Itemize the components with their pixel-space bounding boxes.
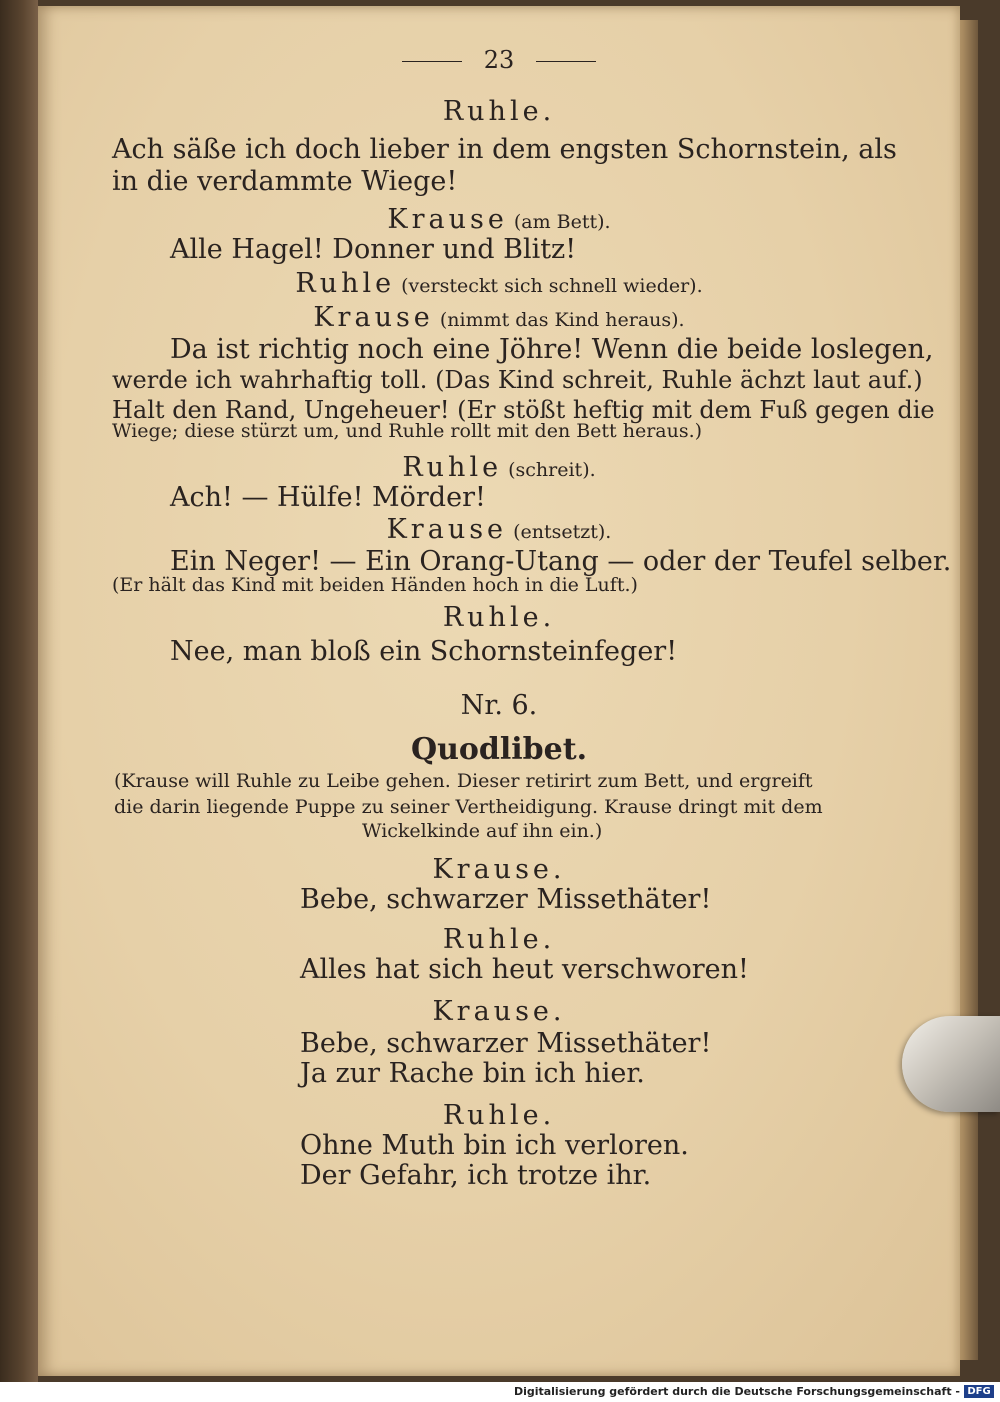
speaker-line (38, 452, 960, 483)
book-page (38, 6, 960, 1376)
text-line: Ach säße ich doch lieber in dem engsten Schornstein, als (112, 134, 897, 165)
stage-note: (nimmt das Kind heraus). (433, 309, 685, 331)
text-line: Nee, man bloß ein Schornsteinfeger! (170, 636, 678, 667)
stage-note: (schreit). (502, 459, 596, 481)
text-line: Ein Neger! — Ein Orang-Utang — oder der Teufel selber. (170, 546, 952, 577)
footer-bar (0, 1382, 1000, 1402)
page-clip (902, 1016, 1000, 1112)
speaker-name: Ruhle (295, 268, 396, 299)
speaker-name: Krause (313, 302, 434, 333)
text-line: Alle Hagel! Donner und Blitz! (170, 234, 577, 265)
page-number-line (38, 46, 960, 74)
page-number: 23 (483, 46, 515, 74)
verse-line: Der Gefahr, ich trotze ihr. (300, 1160, 652, 1191)
stage-note: (am Bett). (507, 211, 611, 233)
text-line: Halt den Rand, Ungeheuer! (Er stößt heftig mit dem Fuß gegen die (112, 396, 935, 424)
text-line: Wiege; diese stürzt um, und Ruhle rollt mit den Bett heraus.) (112, 420, 703, 442)
speaker-name: Ruhle (402, 452, 503, 483)
speaker-name: Krause (386, 514, 508, 545)
verse-line: Bebe, schwarzer Missethäter! (300, 1028, 712, 1059)
text-line: Ach! — Hülfe! Mörder! (170, 482, 486, 513)
dfg-logo: DFG (964, 1385, 994, 1398)
verse-line: Ja zur Rache bin ich hier. (300, 1058, 645, 1089)
text-line: Da ist richtig noch eine Jöhre! Wenn die beide loslegen, (170, 334, 934, 365)
speaker-line (38, 602, 960, 633)
verse-line: Bebe, schwarzer Missethäter! (300, 884, 712, 915)
stage-note: (versteckt sich schnell wieder). (395, 275, 703, 297)
verse-line: Ohne Muth bin ich verloren. (300, 1130, 689, 1161)
footer-credit: Digitalisierung gefördert durch die Deutsche Forschungsgemeinschaft - (513, 1385, 960, 1398)
section-title: Quodlibet. (410, 732, 588, 767)
speaker-name: Krause. (432, 854, 566, 885)
speaker-line (38, 268, 960, 299)
rule-right (536, 61, 596, 62)
stage-note: (entsetzt). (507, 521, 612, 543)
speaker-name: Ruhle. (442, 96, 556, 127)
book-spine (0, 0, 38, 1382)
stage-direction-line: Wickelkinde auf ihn ein.) (362, 820, 603, 842)
speaker-name: Krause (387, 204, 508, 235)
speaker-line (38, 204, 960, 235)
stage-direction-line: die darin liegende Puppe zu seiner Vertheidigung. Krause dringt mit dem (114, 796, 823, 818)
speaker-name: Krause. (432, 996, 566, 1027)
section-number: Nr. 6. (460, 690, 538, 721)
rule-left (402, 61, 462, 62)
speaker-line (38, 514, 960, 545)
text-line: (Er hält das Kind mit beiden Händen hoch in die Luft.) (112, 574, 638, 596)
speaker-name: Ruhle. (442, 602, 556, 633)
verse-line: Alles hat sich heut verschworen! (300, 954, 749, 985)
stage-direction-line: (Krause will Ruhle zu Leibe gehen. Dieser retirirt zum Bett, und ergreift (114, 770, 813, 792)
text-line: in die verdammte Wiege! (112, 166, 458, 197)
text-line: werde ich wahrhaftig toll. (Das Kind schreit, Ruhle ächzt laut auf.) (112, 366, 923, 394)
speaker-line (38, 96, 960, 127)
speaker-line (38, 302, 960, 333)
speaker-name: Ruhle. (442, 924, 556, 955)
speaker-name: Ruhle. (442, 1100, 556, 1131)
